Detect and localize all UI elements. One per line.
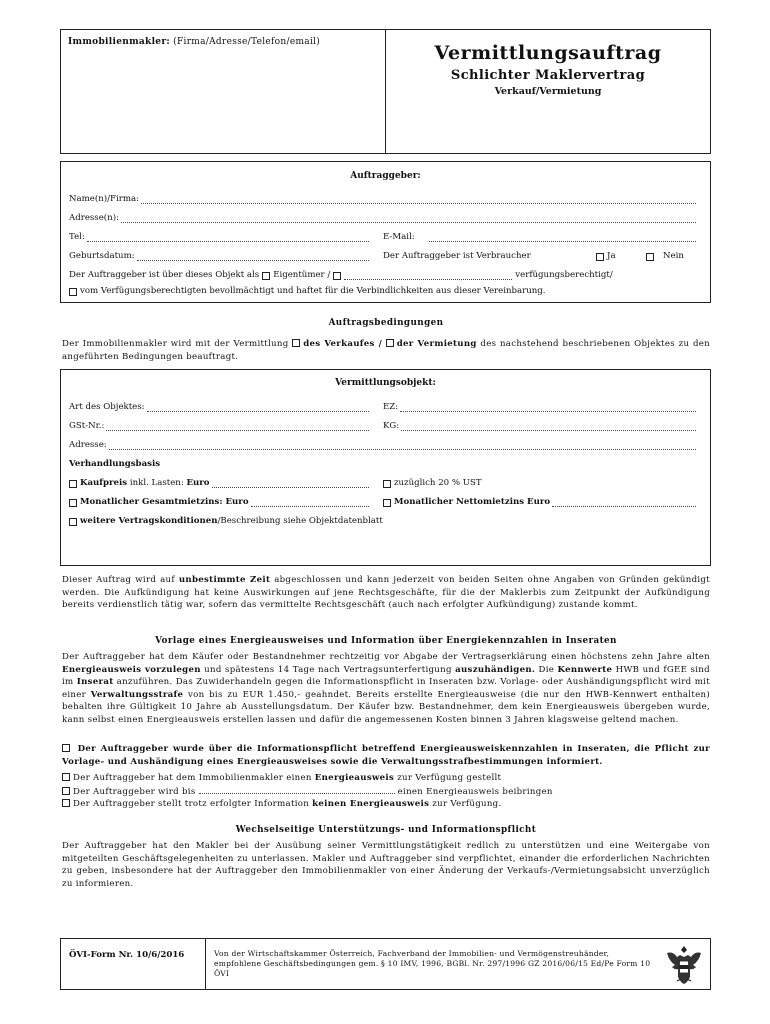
support-heading: Wechselseitige Unterstützungs- und Informationspflicht [235,825,537,835]
object-ez-field[interactable] [400,404,696,412]
energy-option-1-text-b: zur Verfügung gestellt [397,773,502,783]
disposal-text-b: verfügungsberechtigt/ [515,270,613,280]
energy-option-3-bold: keinen Energieausweis [312,799,430,809]
price-suffix: inkl. Lasten: [129,478,184,488]
energy-confirm-text: Der Auftraggeber wurde über die Informationspflicht betreffend Energieausweiskennzahlen in Inseraten, die Pflicht zur Vorlage- und Aushändigung eines Energieausweises sowie die Verwaltungsstrafbestimmungen informiert. [62,744,710,767]
net-rent-checkbox[interactable] [383,499,391,507]
gross-rent-field[interactable] [251,499,369,507]
client-dob-label: Geburtsdatum: [69,251,135,261]
austrian-eagle-icon [663,943,705,987]
object-gst-label: GSt-Nr.: [69,421,105,431]
document-title: Vermittlungsauftrag [434,42,662,64]
authorised-checkbox[interactable] [69,288,77,296]
further-terms-row[interactable] [69,516,383,526]
energy-option-2[interactable] [62,785,710,799]
energy-option-2-text-b: einen Energieausweis beibringen [397,787,553,797]
energy-heading: Vorlage eines Energieausweises und Information über Energiekennzahlen in Inseraten [155,636,617,646]
support-paragraph: Der Auftraggeber hat den Makler bei der Ausübung seiner Vermittlungstätigkeit redlich zu unterstützen und eine Weitergabe von mitgeteilten Geschäftsgelegenheiten zu unterlassen. Makler und Auftraggeber sind verpflichtet, einander die erforderlichen Nachrichten zu geben, insbesondere hat der Auftraggeber den Immobilienmakler von einer Änderung der Verkaufs-/Vermietungsabsicht unverzüglich zu informieren. [62,841,710,889]
client-name-row[interactable] [69,194,696,204]
gross-rent-label: Monatlicher Gesamtmietzins: Euro [80,497,249,507]
further-terms-checkbox[interactable] [69,518,77,526]
disposal-text-a: Der Auftraggeber ist über dieses Objekt als [69,270,260,280]
energy-option-3-text-b: zur Verfügung. [432,799,502,809]
basis-heading: Verhandlungsbasis [69,459,161,469]
energy-confirm-checkbox[interactable] [62,744,70,752]
client-dob-field[interactable] [137,253,369,261]
document-subsubtitle: Verkauf/Vermietung [494,86,602,97]
object-kg-row[interactable] [383,421,696,431]
net-rent-label: Monatlicher Nettomietzins Euro [394,497,551,507]
object-kg-label: KG: [383,421,400,431]
term-bold: unbestimmte Zeit [178,575,271,585]
client-email-label: E-Mail: [383,232,415,242]
rent-checkbox[interactable] [386,339,394,347]
client-dob-row[interactable] [69,251,369,261]
price-checkbox[interactable] [69,480,77,488]
vat-checkbox[interactable] [383,480,391,488]
conditions-intro-b: des nachstehend beschriebenen Objektes zu den angeführten Bedingungen beauftragt. [62,339,710,362]
sale-checkbox[interactable] [292,339,300,347]
object-address-label: Adresse: [69,440,107,450]
consumer-yes-checkbox[interactable] [596,253,604,261]
client-disposal-row [69,270,696,280]
further-terms-label: weitere Vertragskonditionen [80,516,218,526]
price-label: Kaufpreis [80,478,128,488]
client-name-field[interactable] [141,196,696,204]
term-paragraph [62,574,710,612]
client-consumer-label: Der Auftraggeber ist Verbraucher [383,251,531,261]
gross-rent-row[interactable] [69,497,369,507]
client-address-field[interactable] [121,215,696,223]
energy-bold-1: Energieausweis vorzulegen [62,664,201,675]
object-type-label: Art des Objektes: [69,402,145,412]
broker-box [60,29,386,154]
object-kg-field[interactable] [401,423,696,431]
energy-bold-2: auszuhändigen. [455,664,536,675]
term-text-a: Dieser Auftrag wird auf [62,575,175,585]
net-rent-field[interactable] [552,499,696,507]
object-gst-field[interactable] [106,423,369,431]
energy-option-3-checkbox[interactable] [62,799,70,807]
client-consumer-row [383,251,531,261]
footer-source-text: Von der Wirtschaftskammer Österreich, Fachverband der Immobilien- und Vermögenstreuhänder, empfohlene Geschäftsbedingungen gem. § 10 IMV, 1996, BGBl. Nr. 297/1996 GZ 2016/06/15 Ed/Pe Form 10 ÖVI [214,949,651,978]
sale-label: des Verkaufes / [303,339,383,349]
client-address-row[interactable] [69,213,696,223]
client-tel-field[interactable] [87,234,369,242]
energy-text-3: Die [538,664,555,675]
authorised-text: vom Verfügungsberechtigten bevollmächtigt und haftet für die Verbindlichkeiten aus dieser Vereinbarung. [80,286,546,296]
energy-option-1[interactable] [62,772,710,785]
consumer-no-label: Nein [663,251,684,261]
price-currency: Euro [186,478,210,488]
disposal-checkbox[interactable] [333,272,341,280]
consumer-yes-option[interactable] [596,251,616,261]
footer-box [60,938,711,990]
consumer-no-checkbox[interactable] [646,253,654,261]
object-gst-row[interactable] [69,421,369,431]
term-text-b: abgeschlossen und kann jederzeit von beiden Seiten ohne Angaben von Gründen gekündigt werden. Die Aufkündigung hat keine Auswirkungen auf jene Rechtsgeschäfte, für die der Maklerbis zum Zeitpunkt der Aufkündigung bereits verdienstlich tätig war, sofern das vermittelte Rechtsgeschäft (auch nach erfolgter Aufkündigung) zustande kommt. [62,575,710,610]
energy-text-5: anzuführen. Das Zuwiderhandeln gegen die Informationspflicht in Inseraten bzw. Vorlage- oder Aushändigungspflicht wird mit einer [62,677,710,700]
conditions-heading: Auftragsbedingungen [328,318,444,328]
vat-label: zuzüglich 20 % UST [394,478,482,488]
price-row[interactable] [69,478,369,488]
energy-option-2-date-field[interactable] [199,785,395,794]
energy-option-2-checkbox[interactable] [62,787,70,795]
broker-hint: (Firma/Adresse/Telefon/email) [173,37,321,47]
energy-option-1-text-a: Der Auftraggeber hat dem Immobilienmakler einen [73,773,312,783]
client-heading: Auftraggeber: [350,171,421,181]
broker-label: Immobilienmakler: [68,37,170,47]
broker-label-line [68,37,320,47]
energy-option-1-bold: Energieausweis [314,773,395,783]
energy-option-2-text-a: Der Auftraggeber wird bis [73,787,196,797]
client-box [60,161,711,303]
energy-bold-3: Kennwerte [557,664,613,675]
consumer-no-option[interactable] [646,251,684,261]
further-terms-suffix: /Beschreibung siehe Objektdatenblatt [217,516,383,526]
energy-text-6: von bis zu EUR 1.450,- geahndet. Bereits erstellte Energieausweise (die nur den HWB-Kennwert enthalten) behalten ihre Gültigkeit 10 Jahre ab Ausstellungsdatum. Der Käufer bzw. Bestandnehmer, dem kein Energieausweis übergeben wurde, kann selbst einen Energieausweis erstellen lassen und dafür die angemessenen Kosten binnen 3 Jahren klagsweise geltend machen. [62,689,710,725]
conditions-intro [62,338,710,363]
price-field[interactable] [212,480,369,488]
client-email-field[interactable] [429,234,696,242]
net-rent-row[interactable] [383,497,696,507]
owner-label: Eigentümer / [273,270,331,280]
object-ez-label: EZ: [383,402,399,412]
object-box [60,369,711,566]
footer-form-number: ÖVI-Form Nr. 10/6/2016 [69,950,185,960]
client-tel-label: Tel: [69,232,85,242]
client-email-row[interactable] [383,232,696,242]
conditions-intro-a: Der Immobilienmakler wird mit der Vermittlung [62,339,289,349]
consumer-yes-label: Ja [607,251,616,261]
title-box [385,29,711,154]
client-address-label: Adresse(n): [69,213,119,223]
energy-bold-4: Inserat [76,677,114,687]
energy-text-1: Der Auftraggeber hat dem Käufer oder Bestandnehmer rechtzeitig vor Abgabe der Vertragserklärung einen höchstens zehn Jahre alten [62,652,710,662]
client-name-label: Name(n)/Firma: [69,194,140,204]
object-address-field[interactable] [109,442,696,450]
client-tel-row[interactable] [69,232,369,242]
energy-confirm-row[interactable] [62,743,710,768]
disposal-field[interactable] [344,271,512,280]
object-address-row[interactable] [69,440,696,450]
footer-form-cell [61,939,206,989]
client-authorised-row[interactable] [69,286,696,296]
owner-checkbox[interactable] [262,272,270,280]
energy-text-4: HWB und fGEE sind im [62,664,710,687]
object-type-field[interactable] [147,404,369,412]
energy-text-2: und spätestens 14 Tage nach Vertragsunterfertigung [204,664,452,675]
object-ez-row[interactable] [383,402,696,412]
gross-rent-checkbox[interactable] [69,499,77,507]
vat-option[interactable] [383,478,482,488]
rent-label: der Vermietung [396,339,477,349]
energy-option-1-checkbox[interactable] [62,773,70,781]
energy-option-3-text-a: Der Auftraggeber stellt trotz erfolgter Information [73,799,310,809]
energy-bold-5: Verwaltungsstrafe [90,689,184,700]
object-type-row[interactable] [69,402,369,412]
energy-option-3[interactable] [62,798,710,811]
document-subtitle: Schlichter Maklervertrag [450,68,646,83]
object-heading: Vermittlungsobjekt: [335,378,436,388]
energy-paragraph [62,651,710,726]
